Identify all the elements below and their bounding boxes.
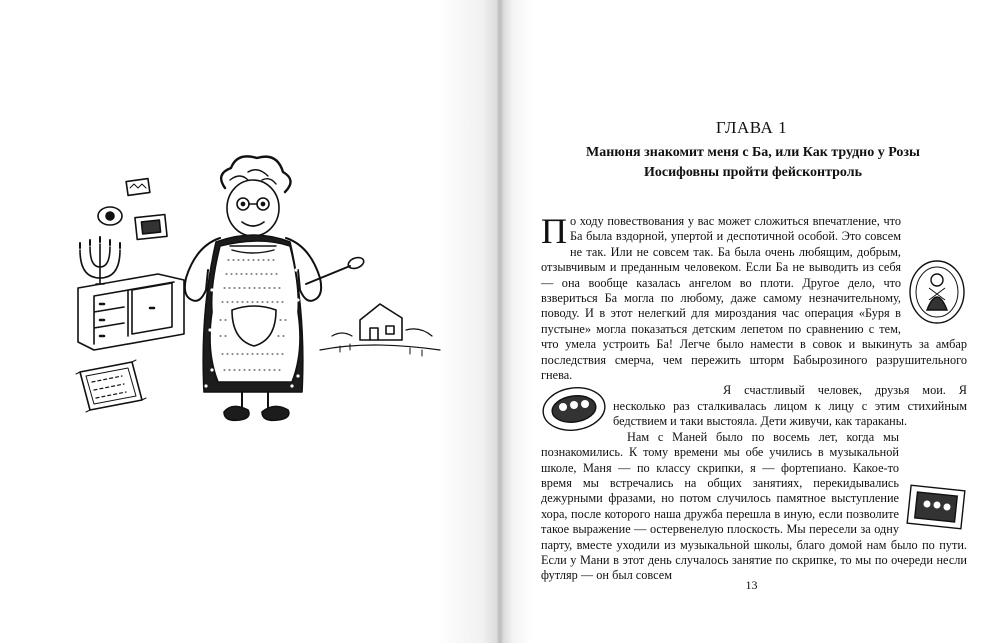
oval-group-photo-vignette: [541, 385, 607, 433]
chapter-body: [541, 211, 967, 584]
woman-in-apron-illustration: [70, 150, 450, 440]
paragraph-1: [541, 211, 967, 383]
rug: [76, 360, 146, 412]
paragraph-2-text: Я счастливый человек, друзья мои. Я несколько раз сталкивалась лицом к лицу с этим стихийным бедствием и таки выстояла. Дети живучи, как тараканы.: [613, 383, 967, 429]
paragraph-3: [541, 430, 967, 584]
paragraph-3-text: Нам с Маней было по восемь лет, когда мы познакомились. К тому времени мы обе учились в музыкальной школе, Маня — по классу скрипки, я — фортепиано. Какое-то время мы встречались на общих занятиях, перекидывались дежурными фразами, но потом случилось памятное выступление хора, после которого наша дружба перешла в иную, если позволите такое выражение — остервенелую плоскость. Мы пересели за одну парту, вместе уходили из музыкальной школы, благо домой нам было по пути. Если у Мани в этот день случалось занятие по скрипке, то мы по очереди несли футляр — он был совсем: [541, 429, 967, 583]
wall-frames: [98, 179, 167, 240]
page-number: 13: [745, 578, 758, 592]
subtitle-line-2: Иосифовны пройти фейсконтроль: [644, 165, 862, 180]
right-page: [503, 0, 1000, 643]
drop-cap: П: [541, 211, 567, 251]
menorah: [80, 237, 120, 284]
woman: [185, 156, 365, 420]
chapter-subtitle: [543, 143, 963, 183]
framed-photo-vignette: [905, 482, 967, 532]
subtitle-line-1: Манюня знакомит меня с Ба, или Как трудно у Розы: [586, 145, 920, 160]
left-page: [0, 0, 497, 643]
distant-house: [320, 304, 440, 356]
sideboard: [78, 274, 184, 350]
paragraph-1-text: о ходу повествования у вас может сложиться впечатление, что Ба была вздорной, упертой и деспотичной особой. Это совсем не так. Или не совсем так. Ба была очень любящим, добрым, отзывчивым и преданным человеком. Если Ба не выводить из себя — она вообще казалась ангелом во плоти. Другое дело, что взвеpиться Ба могла по любому, даже самому незначительному, поводу. И в этот нелегкий для мироздания час операция «Буря в пустыне» могла показаться детским лепетом по сравнению с тем, что умела устроить Ба! Легче было намести в совок и выкинуть за амбар последствия смерча, чем пережить шторм Бабырозиного разрушительного гнева.: [541, 214, 967, 383]
paragraph-2: [541, 383, 967, 429]
oval-portrait-vignette: [907, 258, 967, 326]
chapter-heading: ГЛАВА 1: [715, 118, 788, 137]
